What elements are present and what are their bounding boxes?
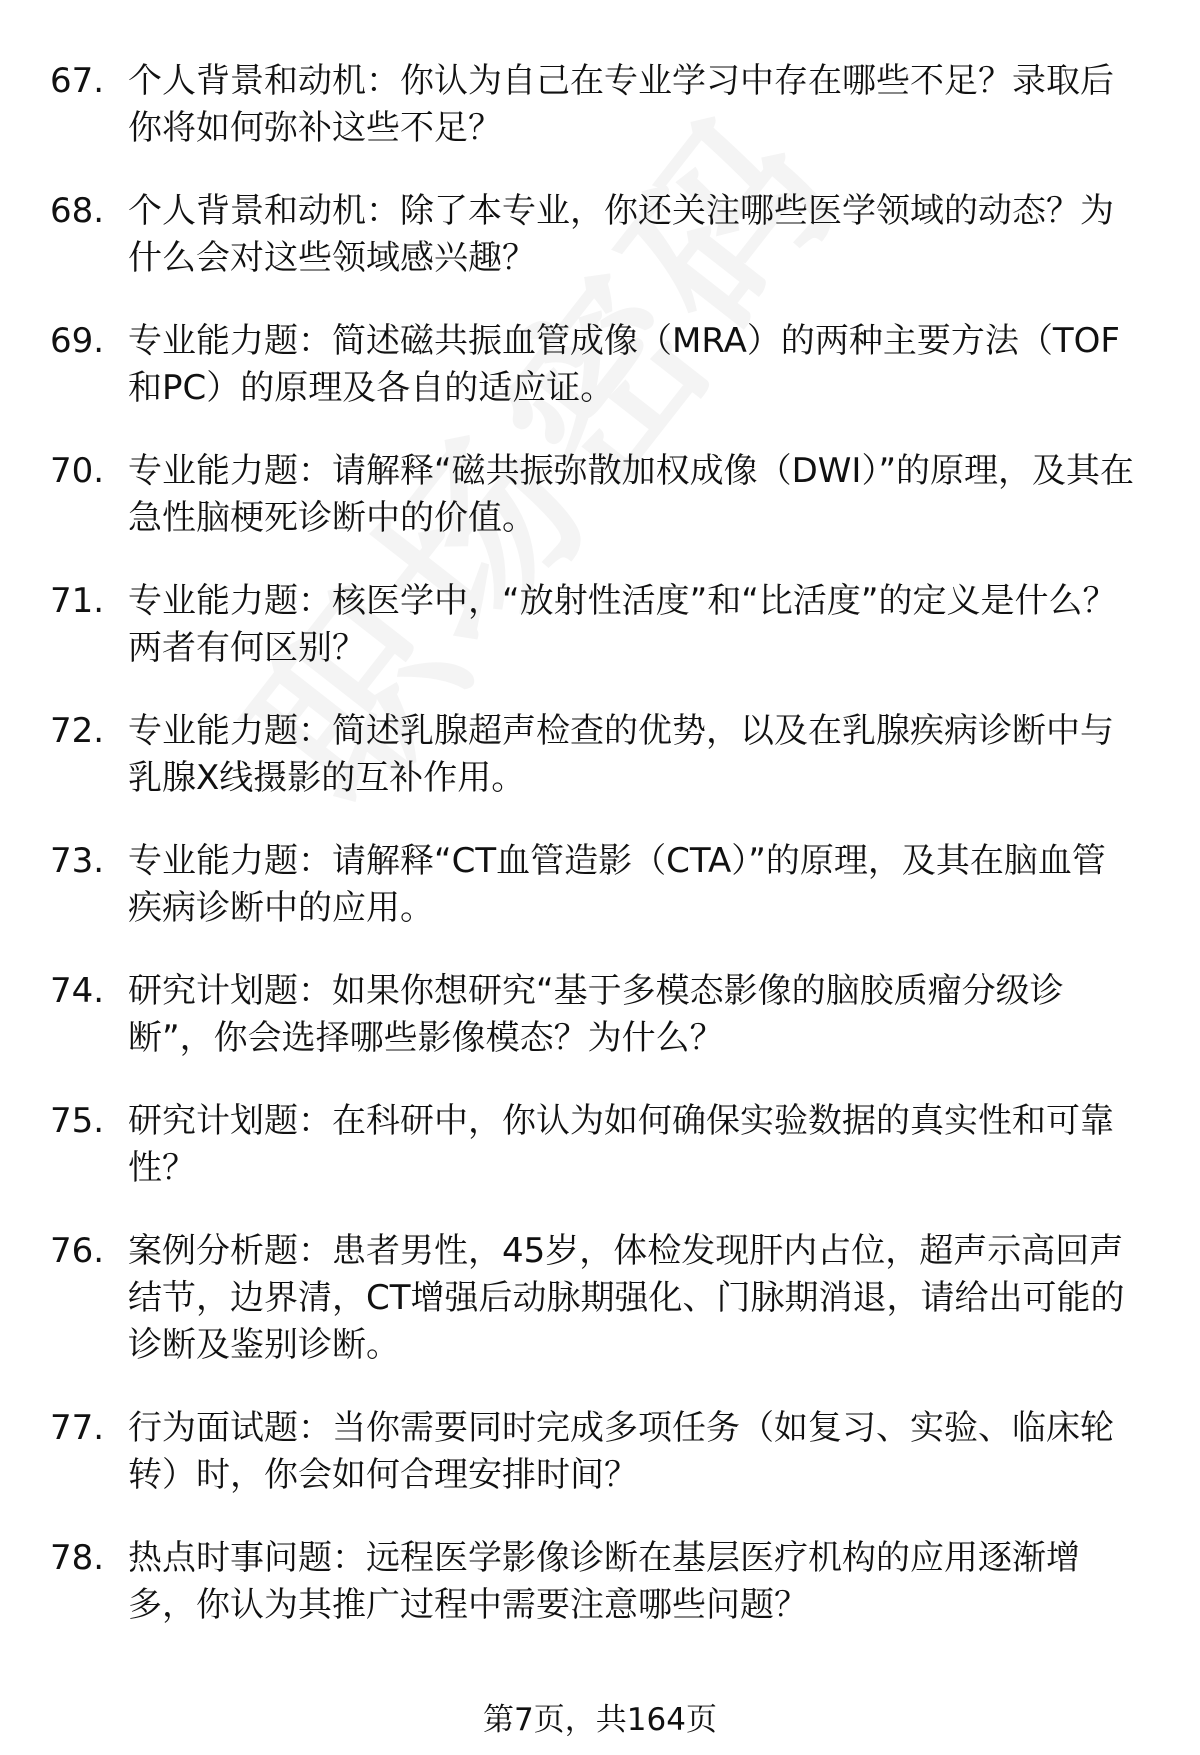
question-text: 行为面试题：当你需要同时完成多项任务（如复习、实验、临床轮转）时，你会如何合理安排时间？ bbox=[128, 1408, 1114, 1495]
question-number: 69. bbox=[50, 321, 105, 361]
question-number: 76. bbox=[50, 1231, 105, 1271]
question-number: 74. bbox=[50, 971, 105, 1011]
question-item bbox=[50, 1098, 1150, 1192]
question-number: 78. bbox=[50, 1538, 105, 1578]
question-item bbox=[50, 968, 1150, 1062]
question-item bbox=[50, 578, 1150, 672]
question-number: 75. bbox=[50, 1101, 105, 1141]
question-text: 专业能力题：简述磁共振血管成像（MRA）的两种主要方法（TOF和PC）的原理及各自的适应证。 bbox=[128, 321, 1120, 408]
question-text: 研究计划题：如果你想研究“基于多模态影像的脑胶质瘤分级诊断”，你会选择哪些影像模态？为什么？ bbox=[128, 971, 1064, 1058]
question-text: 个人背景和动机：你认为自己在专业学习中存在哪些不足？录取后你将如何弥补这些不足？ bbox=[128, 61, 1114, 148]
question-item bbox=[50, 1405, 1150, 1499]
question-number: 73. bbox=[50, 841, 105, 881]
question-text: 专业能力题：请解释“CT血管造影（CTA）”的原理，及其在脑血管疾病诊断中的应用。 bbox=[128, 841, 1106, 928]
question-item bbox=[50, 318, 1150, 412]
question-item bbox=[50, 1535, 1150, 1629]
question-item bbox=[50, 838, 1150, 932]
question-text: 研究计划题：在科研中，你认为如何确保实验数据的真实性和可靠性？ bbox=[128, 1101, 1114, 1188]
question-text: 专业能力题：请解释“磁共振弥散加权成像（DWI）”的原理，及其在急性脑梗死诊断中的价值。 bbox=[128, 451, 1135, 538]
question-text: 案例分析题：患者男性，45岁，体检发现肝内占位，超声示高回声结节，边界清，CT增强后动脉期强化、门脉期消退，请给出可能的诊断及鉴别诊断。 bbox=[128, 1231, 1125, 1365]
page-footer: 第7页，共164页 bbox=[483, 1702, 717, 1738]
question-item bbox=[50, 708, 1150, 802]
question-item bbox=[50, 448, 1150, 542]
question-item bbox=[50, 188, 1150, 282]
question-number: 71. bbox=[50, 581, 105, 621]
question-text: 专业能力题：核医学中，“放射性活度”和“比活度”的定义是什么？两者有何区别？ bbox=[128, 581, 1117, 668]
question-text: 专业能力题：简述乳腺超声检查的优势，以及在乳腺疾病诊断中与乳腺X线摄影的互补作用。 bbox=[128, 711, 1114, 798]
question-text: 个人背景和动机：除了本专业，你还关注哪些医学领域的动态？为什么会对这些领域感兴趣？ bbox=[128, 191, 1114, 278]
question-number: 70. bbox=[50, 451, 105, 491]
question-number: 67. bbox=[50, 61, 105, 101]
question-item bbox=[50, 1228, 1150, 1369]
question-text: 热点时事问题：远程医学影像诊断在基层医疗机构的应用逐渐增多，你认为其推广过程中需要注意哪些问题？ bbox=[128, 1538, 1080, 1625]
question-item bbox=[50, 58, 1150, 152]
question-number: 72. bbox=[50, 711, 105, 751]
question-number: 77. bbox=[50, 1408, 105, 1448]
question-list bbox=[50, 58, 1150, 1665]
question-number: 68. bbox=[50, 191, 105, 231]
